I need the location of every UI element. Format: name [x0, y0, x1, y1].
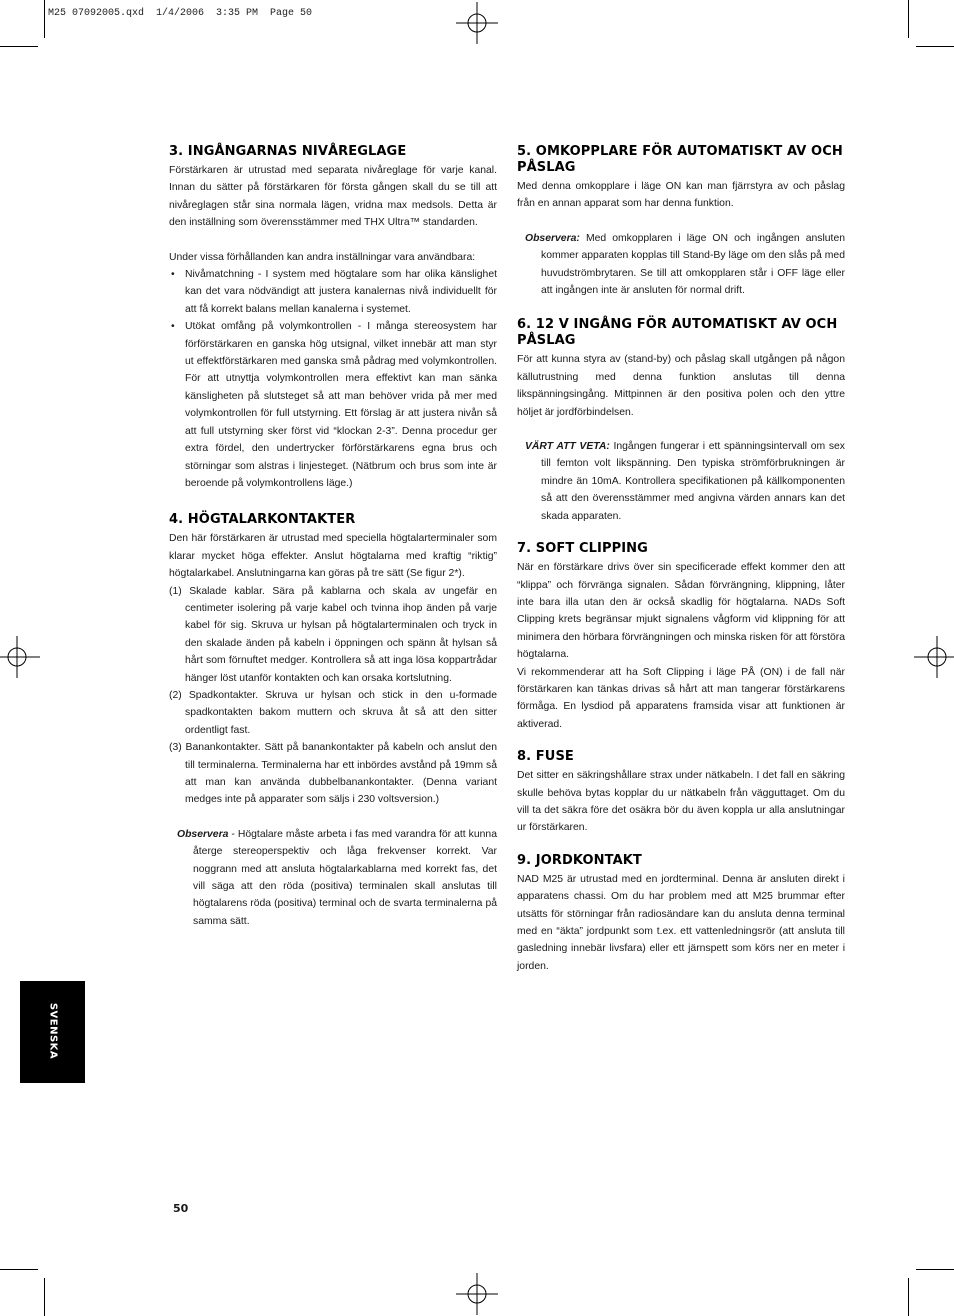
section-soft-clipping: [517, 541, 845, 733]
left-column: [169, 144, 497, 942]
paragraph: För att kunna styra av (stand-by) och påslag skall utgången på någon källutrustning med denna funktion anslutas till denna likspänningsingång. Mittpinnen är den positiva polen och den yttre höljet är jordförbindelsen.: [517, 354, 845, 418]
paragraph: Det sitter en säkringshållare strax under nätkabeln. I det fall en säkring skulle behöva bytas kopplar du ur nätkabeln från vägguttaget. Om du vill ta det säkra före det osäkra bör du även koppla ur alla anslutningar ur förstärkaren.: [517, 770, 845, 834]
paragraph: Vi rekommenderar att ha Soft Clipping i läge PÅ (ON) i de fall när förstärkaren kan tänkas drivas så hårt att man tangerar förstärkarens förmåga. En lysdiod på apparatens framsida visar att funktionen är aktiverad.: [517, 666, 845, 730]
note-text: - Högtalare måste arbeta i fas med varandra för att kunna återge stereoperspektiv och låga frekvenser korrekt. Var noggrann med att ansluta högtalarkablarna med korrekt fas, det vill säga att den röda (positiva) terminalen skall anslutas till högtalarens röda (positiva) terminal och de svarta terminalerna på samma sätt.: [193, 828, 497, 927]
registration-mark-left-icon: [0, 636, 40, 678]
section-title: 9. JORDKONTAKT: [517, 852, 642, 868]
section-auto-switch: [517, 144, 845, 299]
paragraph: När en förstärkare drivs över sin specificerade effekt kommer den att “klippa” och förvränga signalen. Sådan förvrängning, klippning, låter inte bara illa utan den är också skadlig för högtalarna. NADs Soft Clipping krets begränsar mjukt signalens vågform vid klippning för att minimera den hörbara förvrängningen och minska risken för att förstöra högtalarna.: [517, 562, 845, 661]
section-fuse: [517, 749, 845, 837]
section-title: 7. SOFT CLIPPING: [517, 541, 648, 557]
right-column: [517, 144, 845, 987]
paragraph: Med denna omkopplare i läge ON kan man fjärrstyra av och påslag från en annan apparat som har denna funktion.: [517, 181, 845, 210]
note: [173, 826, 497, 930]
note: [521, 230, 845, 300]
section-12v-input: [517, 317, 845, 525]
note: [521, 438, 845, 525]
list-item: • Nivåmatchning - I system med högtalare som har olika känslighet kan det vara nödvändigt att justera kanalernas nivå individuellt för att få korrekt balans mellan kanalerna i systemet.: [171, 269, 497, 315]
list-item-text: Nivåmatchning - I system med högtalare som har olika känslighet kan det vara nödvändigt att justera kanalernas nivå individuellt för att få korrekt balans mellan kanalerna i systemet.: [185, 269, 497, 315]
list-item-text: Utökat omfång på volymkontrollen - I många stereosystem har förförstärkaren en ganska hög utsignal, vilket innebär att man styr ut effektförstärkaren med ganska små pådrag med volymkontrollen. För att utnyttja volymkontrollen mera effektivt kan man sänka känsligheten på slutsteget så att man behöver vrida på mer med volymkontrollen för full utstyrning. Ett förslag är att justera nivån så att full utstyrning sker först vid “klockan 2-3”. Denna procedur ger extra fördel, den undertrycker förförstärkarens egna brus och störningar som alstras i linjesteget. (Nätbrum och brus som inte är beroende på volymkontrollens läge.): [185, 321, 497, 489]
language-tab: [20, 981, 85, 1083]
numbered-item: (1) Skalade kablar. Sära på kablarna och skala av ungefär en centimeter isolering på varje kabel och tvinna ihop änden på varje kabel för sig. Skruva ur hylsan på högtalarterminalen och tryck in den skalade änden på kabeln i öppningen och spänn åt hylsan så hårt som förnuftet medger. Kontrollera så att inga lösa koppartrådar hänger löst utanför kontakten och kan orsaka kortslutning.: [169, 585, 497, 684]
registration-mark-right-icon: [914, 636, 954, 678]
crop-mark-bottom-right-h: [916, 1269, 954, 1270]
crop-mark-top-right-v: [908, 0, 909, 38]
section-input-level: [169, 144, 497, 492]
section-title: 8. FUSE: [517, 749, 574, 765]
section-title: 5. OMKOPPLARE FÖR AUTOMATISKT AV OCH PÅSLAG: [517, 144, 843, 175]
note-label: VÄRT ATT VETA:: [525, 441, 610, 453]
section-title: 3. INGÅNGARNAS NIVÅREGLAGE: [169, 144, 407, 159]
page-number: 50: [173, 1202, 189, 1215]
section-ground: [517, 853, 845, 975]
registration-mark-bottom-icon: [456, 1273, 498, 1315]
section-title: 6. 12 V INGÅNG FÖR AUTOMATISKT AV OCH PÅSLAG: [517, 317, 838, 349]
note-label: Observera:: [525, 232, 580, 244]
numbered-item: (2) Spadkontakter. Skruva ur hylsan och stick in den u-formade spadkontakten bakom muttern och skruva åt så att den sitter ordentligt fast.: [169, 689, 497, 736]
section-speaker-terminals: [169, 512, 497, 930]
paragraph: NAD M25 är utrustad med en jordterminal. Denna är ansluten direkt i apparatens chassi. Om du har problem med att M25 brummar efter utsätts för störningar från radiosändare kan du ansluta denna terminal med en “äkta” jordpunkt som t.ex. ett vattenledningsrör (att ansluta till gasledning innebär livsfara) eller ett järnspett som körs ner en meter i jorden.: [517, 873, 845, 972]
crop-mark-top-right-h: [916, 46, 954, 47]
numbered-item: (3) Banankontakter. Sätt på banankontakter på kabeln och anslut den till terminalerna. Terminalerna har ett inbördes avstånd på 19mm så att man kan använda dubbelbanankontakter. (Denna variant medges inte på apparater som säljs i 230 voltsversion.): [169, 742, 497, 806]
crop-mark-bottom-left-v: [44, 1278, 45, 1316]
print-slug: M25 07092005.qxd 1/4/2006 3:35 PM Page 50: [48, 8, 313, 19]
paragraph: Förstärkaren är utrustad med separata nivåreglage för varje kanal. Innan du sätter på förstärkaren för första gången skall du se till att nivåreglagen står sina normala lägen, vridna max medsols. Detta är den inställning som överensstämmer med THX Ultra™ standarden.: [169, 165, 497, 229]
crop-mark-top-left-h: [0, 46, 38, 47]
crop-mark-bottom-right-v: [908, 1278, 909, 1316]
note-text: Med omkopplaren i läge ON och ingången ansluten kommer apparaten kopplas till Stand-By läge om den slås på med huvudströmbrytaren. Se till att omkopplaren står i OFF läge eller att ingången inte är ansluten för normal drift.: [541, 232, 845, 297]
language-tab-label: SVENSKA: [47, 1002, 59, 1060]
list-item: • Utökat omfång på volymkontrollen - I många stereosystem har förförstärkaren en ganska hög utsignal, vilket innebär att man styr ut effektförstärkaren med ganska små pådrag med volymkontrollen. För att utnyttja volymkontrollen mera effektivt kan man sänka känsligheten på slutsteget så att man behöver vrida på mer med volymkontrollen för full utstyrning. Ett förslag är att justera nivån så att full utstyrning sker först vid “klockan 2-3”. Denna procedur ger extra fördel, den undertrycker förförstärkarens egna brus och störningar som alstras i linjesteget. (Nätbrum och brus som inte är beroende på volymkontrollens läge.): [171, 321, 497, 489]
crop-mark-top-left-v: [44, 0, 45, 38]
section-title: 4. HÖGTALARKONTAKTER: [169, 512, 356, 528]
paragraph: Under vissa förhållanden kan andra inställningar vara användbara:: [169, 251, 476, 263]
crop-mark-bottom-left-h: [0, 1269, 38, 1270]
registration-mark-top-icon: [456, 2, 498, 44]
note-text: Ingången fungerar i ett spänningsintervall om sex till femton volt likspänning. Den typiska strömförbrukningen är mindre än 10mA. Kontrollera specifikationen på källkomponenten så att den överensstämmer med angivna värden annars kan det skada apparaten.: [541, 441, 846, 522]
paragraph: Den här förstärkaren är utrustad med speciella högtalarterminaler som klarar mycket höga effekter. Anslut högtalarna med kraftig “riktig” högtalarkabel. Anslutningarna kan göras på tre sätt (Se figur 2*).: [169, 533, 497, 580]
note-label: Observera: [177, 828, 229, 840]
